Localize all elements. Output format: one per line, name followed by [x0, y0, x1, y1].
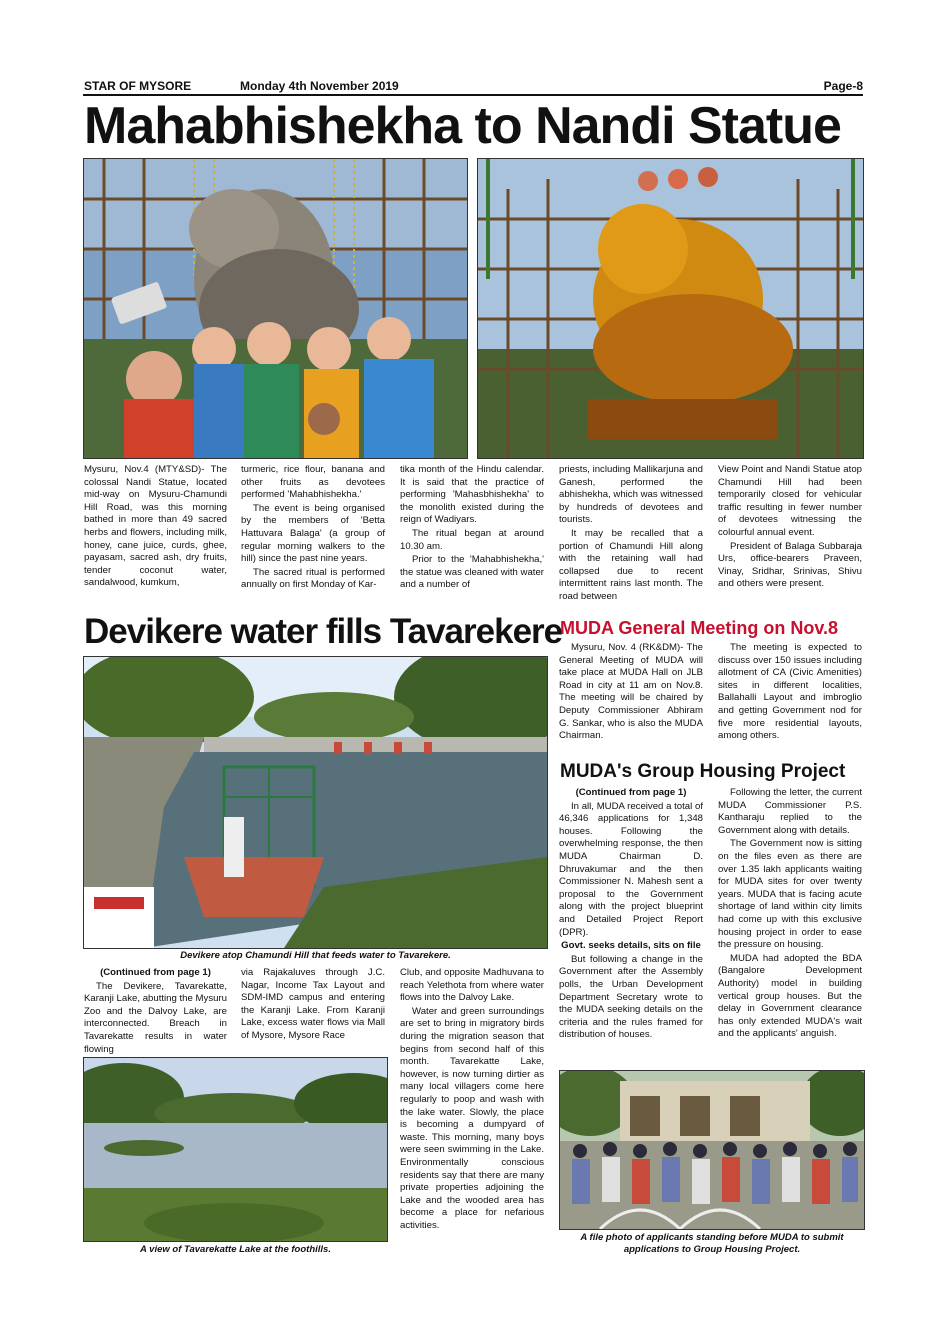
nandi-col-1-p1: Mysuru, Nov.4 (MTY&SD)- The colossal Nandi Statue, located mid-way on Mysuru-Chamundi Hill Road, was this morning bathed in more than 49 sacred herbs and flowers, including milk, honey, cane juice, curds, ghee, payasam, sacred ash, dry fruits, tender coconut water, sandalwood, kumkum, [84, 464, 227, 589]
photo-nandi-abhisheka [477, 158, 864, 459]
devikere-col-1 [84, 967, 227, 1057]
muda-housing-col-2 [718, 787, 862, 1042]
muda-meeting-col-2 [718, 642, 862, 744]
devikere-col-3-p2: Water and green surroundings are set to bring in migratory birds during the migration season that begins from second half of this month. Tavarekatte Lake, however, is now turning dirtier as many local villagers come here regularly to poop and wash with the lake water. Slowly, the place is becoming a dumpyard of waste. This morning, many boys were seen swimming in the Lake. Environmentally conscious residents say that there are many private properties adjoining the Lake and the wooded area has become a place for nefarious activities. [400, 1005, 544, 1231]
nandi-col-3-p3: Prior to the 'Mahabhishekha,' the statue was cleaned with water and a number of [400, 554, 544, 591]
page-number: Page-8 [823, 79, 863, 93]
nandi-col-3-p1: tika month of the Hindu calendar. It is said that the practice of performing 'Mahasbhishekha' to the monolith existed during the reign of Wadiyars. [400, 464, 544, 526]
photo-muda-applicants [559, 1070, 865, 1230]
nandi-col-5-p2: President of Balaga Subbaraja Urs, office-bearers Praveen, Vinay, Sridhar, Srinivas, Shivu and others were present. [718, 540, 862, 590]
headline-muda-meeting: MUDA General Meeting on Nov.8 [560, 618, 839, 638]
paper-name: STAR OF MYSORE [84, 79, 192, 93]
photo-devikere [83, 656, 548, 949]
nandi-col-5-p1: View Point and Nandi Statue atop Chamundi Hill had been temporarily closed for vehicular traffic resulting in fewer number of devotees witnessing the colourful annual event. [718, 464, 862, 538]
muda-meeting-col-2-p1: The meeting is expected to discuss over 150 issues including allotment of CA (Civic Amenities) sites in different localities, Ballahalli Layout and imbroglio and getting Government nod for five more residential layouts, among others. [718, 642, 862, 742]
nandi-col-5 [718, 464, 862, 592]
nandi-col-1 [84, 464, 227, 591]
headline-muda-housing: MUDA's Group Housing Project [560, 761, 846, 782]
devikere-col-3-p1: Club, and opposite Madhuvana to reach Yelethota from where water flows into the Dalvoy Lake. [400, 967, 544, 1004]
devikere-col-2-p1: via Rajakaluves through J.C. Nagar, Income Tax Layout and SDM-IMD campus and entering the Karanji Lake. From Karanji Lake, excess water flows via Mall of Mysore, Mysore Race [241, 967, 385, 1041]
nandi-col-4-p2: It may be recalled that a portion of Chamundi Hill along with the retaining wall had collapsed due to recent intermittent rains last month. The road between [559, 527, 703, 602]
devikere-col-2 [241, 967, 385, 1044]
muda-housing-col-2-p1: Following the letter, the current MUDA Commissioner P.S. Kantharaju replied to the Government along with details. [718, 787, 862, 836]
devikere-col-3 [400, 967, 544, 1233]
muda-housing-continued: (Continued from page 1) [575, 787, 687, 798]
devikere-col-1-p1: The Devikere, Tavarekatte, Karanji Lake, abutting the Mysuru Zoo and the Dalvoy Lake, are interconnected. Breach in Tavarekatte results in water flowing [84, 980, 227, 1055]
nandi-col-2 [241, 464, 385, 593]
devikere-continued: (Continued from page 1) [100, 967, 211, 978]
caption-devikere: Devikere atop Chamundi Hill that feeds water to Tavarekere. [180, 950, 451, 961]
nandi-col-2-p3: The sacred ritual is performed annually on first Monday of Kar- [241, 566, 385, 591]
headline-nandi: Mahabhishekha to Nandi Statue [84, 97, 841, 155]
header-rule [83, 94, 863, 96]
muda-meeting-col-1-p1: Mysuru, Nov. 4 (RK&DM)- The General Meeting of MUDA will take place at MUDA Hall on JLB Road in city at 11 am on Nov.8. The meeting will be chaired by Deputy Commissioner Abhiram G. Sankar, who is also the MUDA Chairman. [559, 642, 703, 742]
nandi-col-4 [559, 464, 703, 605]
muda-housing-col-2-p2: The Government now is sitting on the files even as there are over 1.35 lakh applicants waiting for MUDA sites for over twenty years. MUDA that is facing acute shortage of land within city limits had come up with this exclusive housing project in order to ease the pressure on housing. [718, 838, 862, 951]
nandi-col-2-p1: turmeric, rice flour, banana and other fruits as devotees performed 'Mahabhishekha.' [241, 464, 385, 501]
issue-date: Monday 4th November 2019 [240, 79, 399, 93]
nandi-col-2-p2: The event is being organised by the members of 'Betta Hattuvara Balaga' (a group of regular morning walkers to the hill) since the past nine years. [241, 502, 385, 565]
nandi-col-4-p1: priests, including Mallikarjuna and Ganesh, performed the abhishekha, which was witnessed by hundreds of devotees and tourists. [559, 464, 703, 526]
photo-tavarekatte [83, 1057, 388, 1242]
headline-devikere: Devikere water fills Tavarekere [84, 612, 563, 651]
caption-tavarekatte: A view of Tavarekatte Lake at the foothills. [140, 1244, 331, 1255]
muda-housing-subhead: Govt. seeks details, sits on file [561, 940, 701, 952]
photo-nandi-tourists [83, 158, 468, 459]
muda-meeting-col-1 [559, 642, 703, 744]
nandi-col-3 [400, 464, 544, 593]
muda-housing-col-2-p3: MUDA had adopted the BDA (Bangalore Development Authority) model in building vertical group houses. But the delay in Government clearance has only extended MUDA's wait and the applicants' anguish. [718, 952, 862, 1040]
nandi-col-3-p2: The ritual began at around 10.30 am. [400, 527, 544, 552]
muda-housing-col-1-p1: In all, MUDA received a total of 46,346 applications for 1,348 houses. Following the overwhelming response, the then MUDA Chairman D. Dhruvakumar and the then Commissioner N. Mahesh sent a proposal to the Government along with the project blueprint and Detailed Project Report (DPR). [559, 800, 703, 938]
caption-muda-applicants: A file photo of applicants standing before MUDA to submit applications to Group Housing Project. [580, 1232, 844, 1255]
muda-housing-col-1-p2: But following a change in the Government after the Assembly polls, the Urban Development Department Secretary wrote to the MUDA seeking details on the criteria and the rules framed for distribution of houses. [559, 953, 703, 1041]
muda-housing-col-1 [559, 787, 703, 1043]
